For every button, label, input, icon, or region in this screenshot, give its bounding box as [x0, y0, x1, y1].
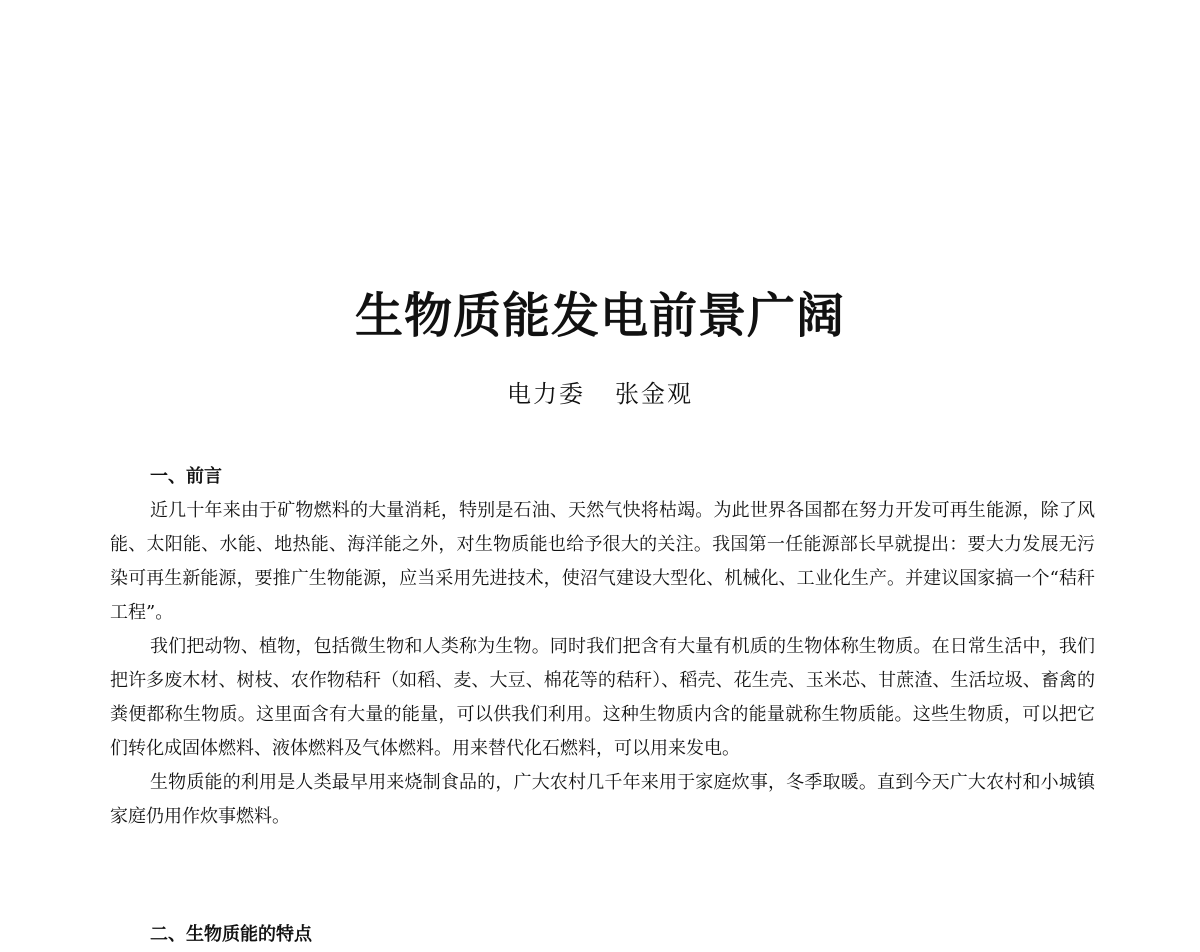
section-heading-characteristics: 二、生物质能的特点: [150, 924, 312, 945]
author-name: 张金观: [615, 380, 693, 408]
paragraph: 生物质能的利用是人类最早用来烧制食品的，广大农村几千年来用于家庭炊事，冬季取暖。直到今天广大农村和小城镇家庭仍用作炊事燃料。: [110, 772, 1095, 827]
article-title: 生物质能发电前景广阔: [354, 288, 845, 344]
paragraph: 我们把动物、植物，包括微生物和人类称为生物。同时我们把含有大量有机质的生物体称生物质。在日常生活中，我们把许多废木材、树枝、农作物秸秆（如稻、麦、大豆、棉花等的秸秆）、稻壳、花生壳、玉米芯、甘蔗渣、生活垃圾、畜禽的粪便都称生物质。这里面含有大量的能量，可以供我们利用。这种生物质内含的能量就称生物质能。这些生物质，可以把它们转化成固体燃料、液体燃料及气体燃料。用来替代化石燃料，可以用来发电。: [110, 636, 1095, 759]
section-heading-preface: 一、前言: [150, 466, 222, 487]
author-line: [0, 378, 1200, 410]
section-preface-body: [110, 494, 1095, 834]
paragraph: 近几十年来由于矿物燃料的大量消耗，特别是石油、天然气快将枯竭。为此世界各国都在努力开发可再生能源，除了风能、太阳能、水能、地热能、海洋能之外，对生物质能也给予很大的关注。我国第一任能源部长早就提出：要大力发展无污染可再生新能源，要推广生物能源，应当采用先进技术，使沼气建设大型化、机械化、工业化生产。并建议国家搞一个“秸秆工程”。: [110, 500, 1095, 623]
author-organization: 电力委: [507, 380, 585, 408]
